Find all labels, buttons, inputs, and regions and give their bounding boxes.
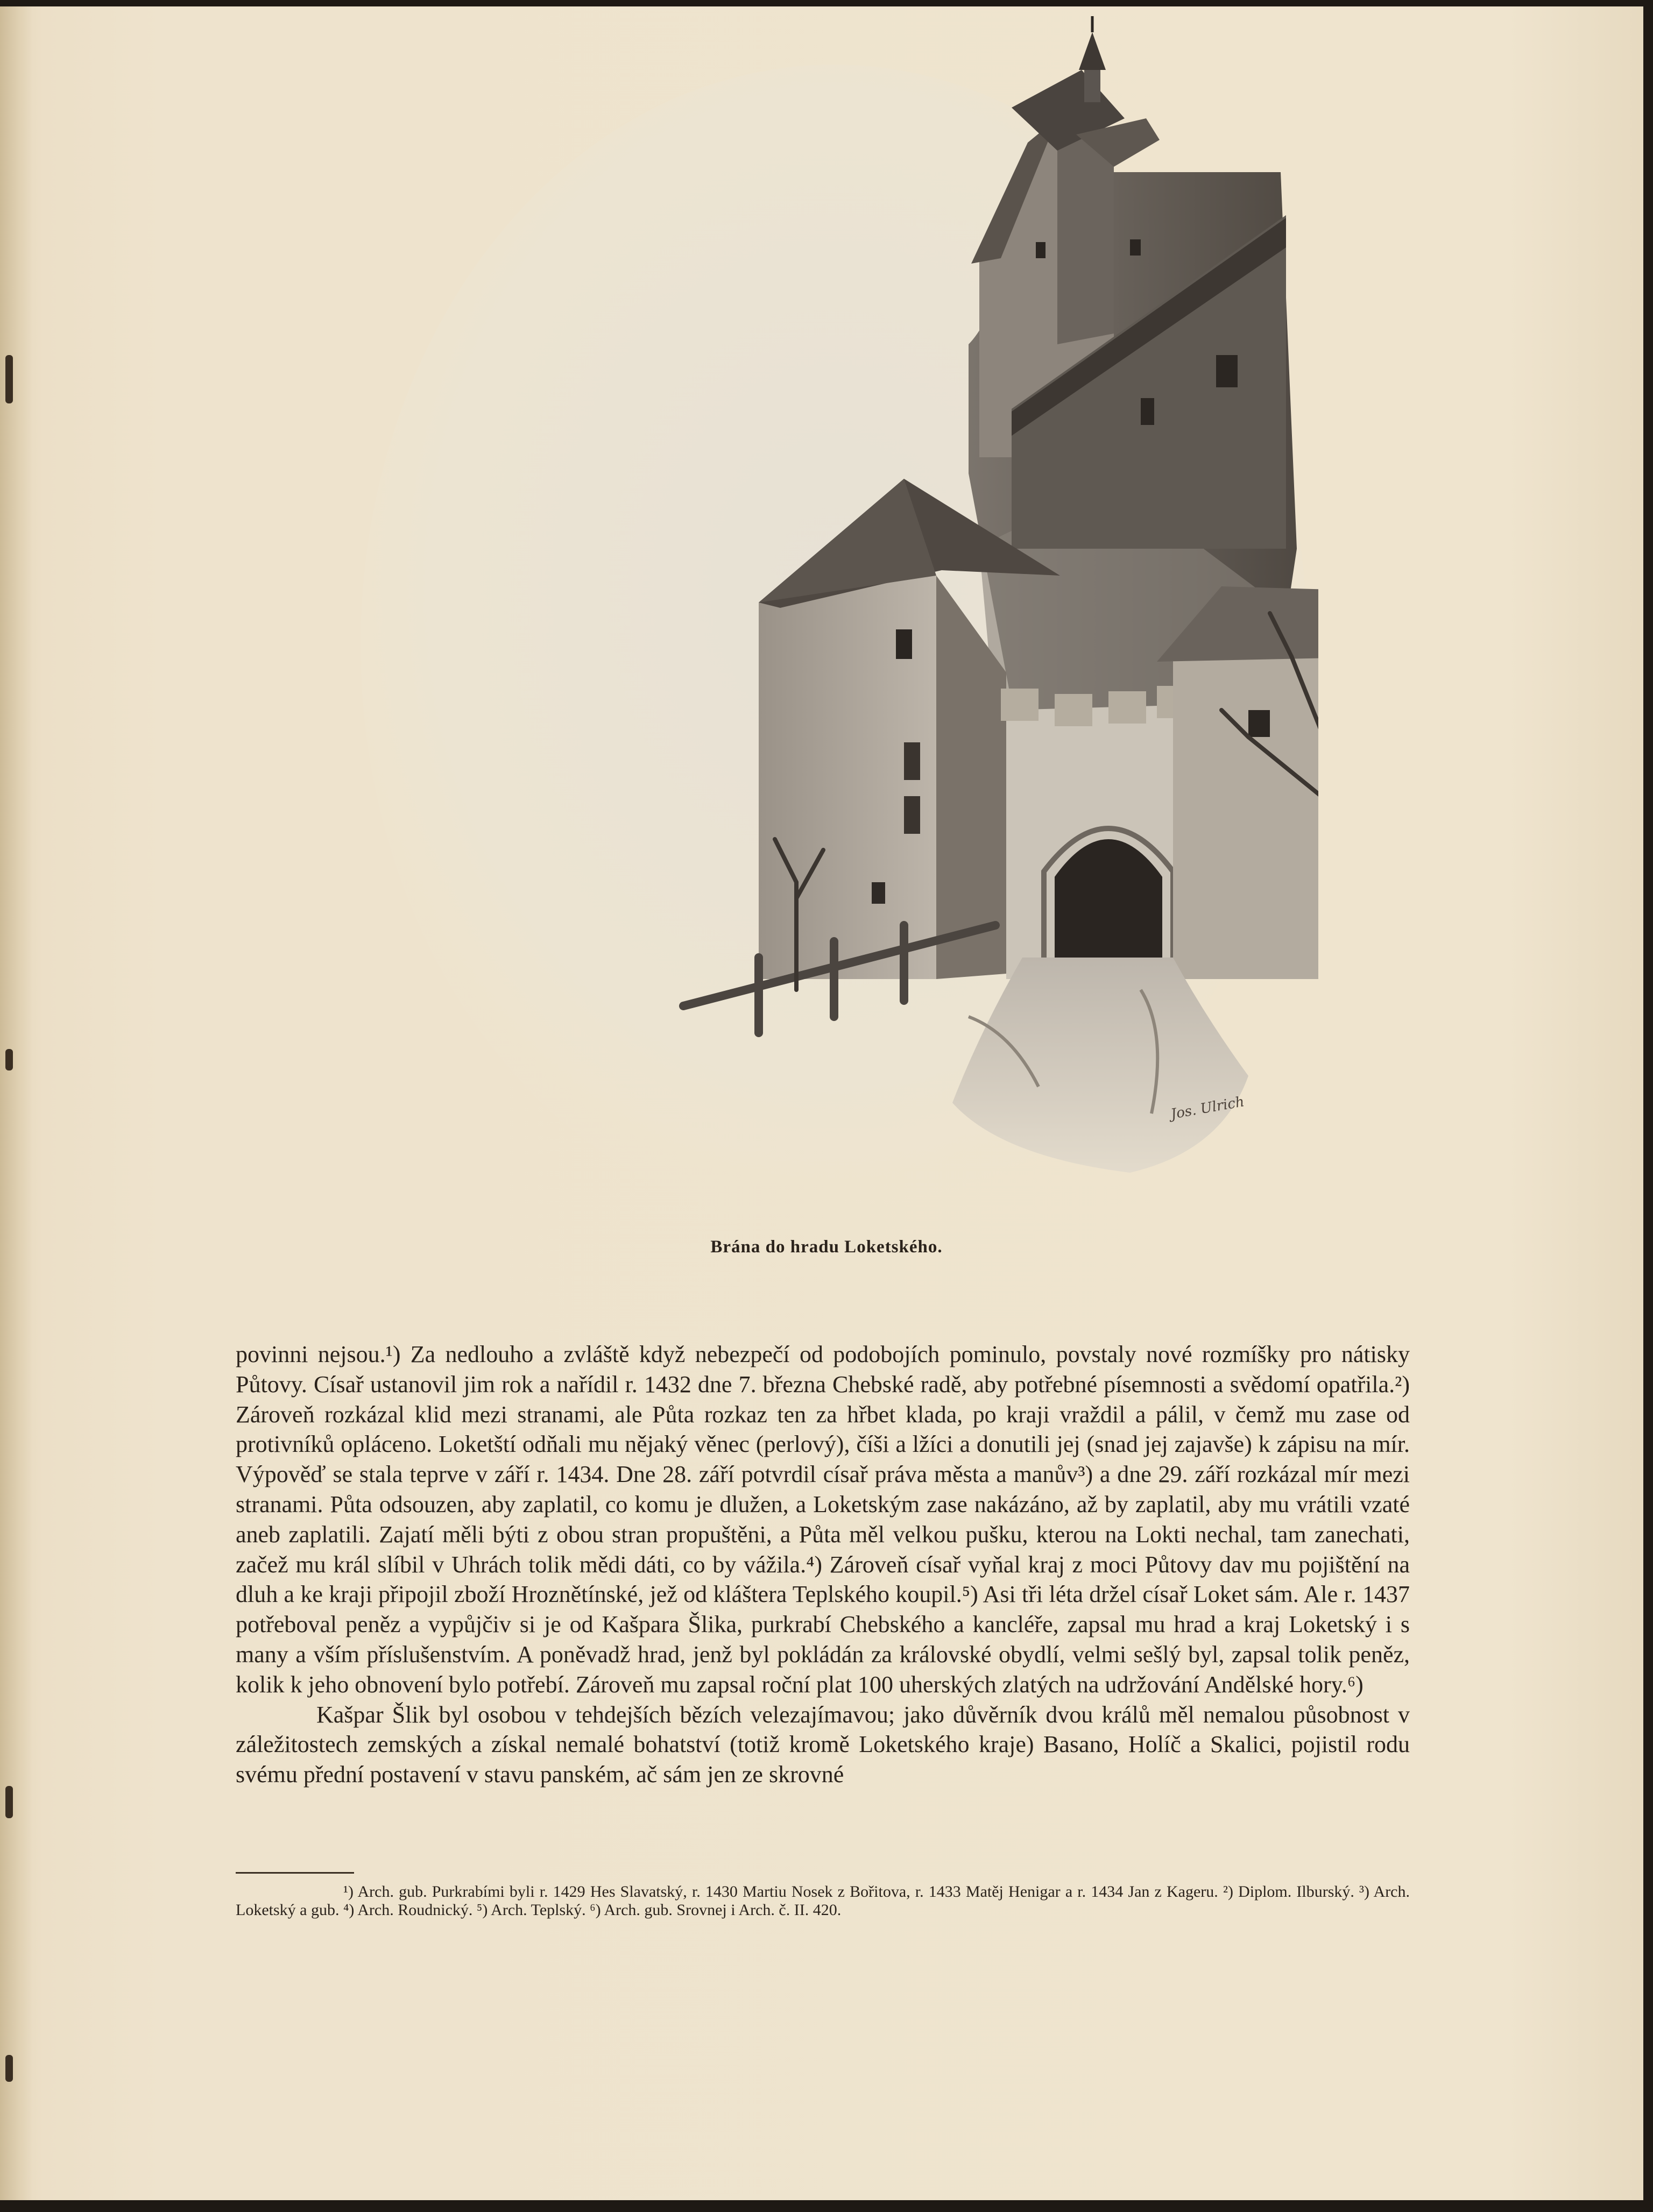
footnotes <box>236 1883 1410 1919</box>
footnote-rule <box>236 1872 354 1874</box>
scan-border-top <box>0 0 1653 6</box>
binding-mark <box>5 1786 13 1818</box>
artist-signature: Jos. Ulrich <box>1169 1094 1246 1123</box>
scan-border-bottom <box>0 2200 1653 2212</box>
binding-mark <box>5 2055 13 2082</box>
body-text <box>236 1339 1410 1790</box>
paragraph: povinni nejsou.¹) Za nedlouho a zvláště když nebezpečí od podobojích pominulo, povstaly nové rozmíšky pro nátisky Půtovy. Císař ustanovil jim rok a nařídil r. 1432 dne 7. března Chebské radě, aby potřebné písemnosti a svědomí opatřila.²) Zároveň rozkázal klid mezi stranami, ale Půta rozkaz ten za hřbet klada, po kraji vraždil a pálil, v čemž mu zase od protivníků opláceno. Loketští odňali mu nějaký věnec (perlový), číši a lžíci a donutili jej (snad jej zajavše) k zápisu na mír. Výpověď se stala teprve v září r. 1434. Dne 28. září potvrdil císař práva města a manův³) a dne 29. září rozkázal mír mezi stranami. Půta odsouzen, aby zaplatil, co komu je dlužen, a Loketským zase nakázáno, až by zaplatil, aby mu vrátili vzaté aneb zaplatili. Zajatí měli býti z obou stran propuštěni, a Půta měl velkou pušku, kterou na Lokti nechal, tam zanechati, začež mu král slíbil v Uhrách tolik mědi dáti, co by vážila.⁴) Zároveň císař vyňal kraj z moci Půtovy dav mu pojištění na dluh a ke kraji připojil zboží Hroznětínské, jež od kláštera Teplského koupil.⁵) Asi tři léta držel císař Loket sám. Ale r. 1437 potřeboval peněz a vypůjčiv si je od Kašpara Šlika, purkrabí Chebského a kancléře, zapsal mu hrad a kraj Loketský i s many a vším příslušenstvím. A poněvadž hrad, jenž byl pokládán za královské obydlí, velmi sešlý byl, zapsal tolik peněz, kolik k jeho obnovení bylo potřebí. Zároveň mu zapsal roční plat 100 uherských zlatých na udržování Andělské hory.⁶) <box>236 1341 1410 1698</box>
binding-mark <box>5 1049 13 1070</box>
scan-border-right <box>1643 0 1653 2212</box>
footnote-text: ¹) Arch. gub. Purkrabími byli r. 1429 Hes Slavatský, r. 1430 Martiu Nosek z Bořitova, r. 1433 Matěj Henigar a r. 1434 Jan z Kageru. ²) Diplom. Ilburský. ³) Arch. Loketský a gub. ⁴) Arch. Roudnický. ⁵) Arch. Teplský. ⁶) Arch. gub. Srovnej i Arch. č. II. 420. <box>236 1883 1410 1919</box>
paragraph: Kašpar Šlik byl osobou v tehdejších bězích velezajímavou; jako důvěrník dvou králů měl nemalou působnost v záležitostech zemských a získal nemalé bohatství (totiž kromě Loketského kraje) Basano, Holíč a Skalici, pojistil rodu svému přední postavení v stavu panském, ač sám jen ze skrovné <box>236 1701 1410 1788</box>
binding-mark <box>5 355 13 403</box>
castle-gate-illustration <box>334 11 1318 1216</box>
illustration-caption: Brána do hradu Loketského. <box>710 1237 943 1257</box>
book-spine <box>0 0 32 2212</box>
